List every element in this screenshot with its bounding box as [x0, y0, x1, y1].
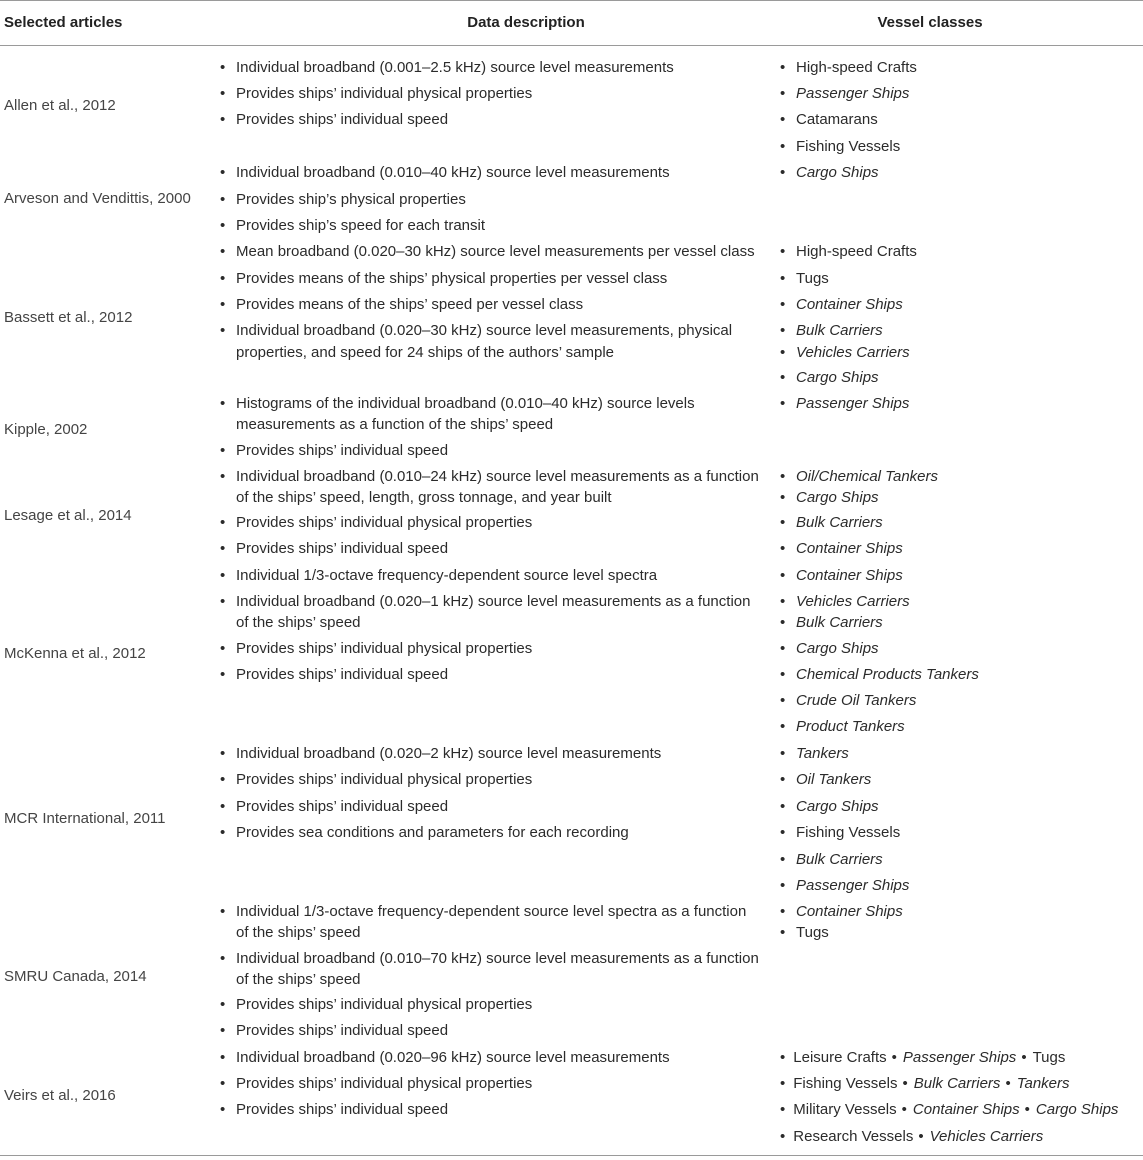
- header-rule: [0, 45, 1143, 46]
- bullet-glyph: •: [1021, 1049, 1027, 1066]
- bullet-glyph: •: [918, 1128, 924, 1145]
- vessel-name: Leisure Crafts: [793, 1049, 887, 1066]
- vessel-name: Military Vessels: [793, 1101, 897, 1118]
- bullet-glyph: •: [902, 1075, 908, 1092]
- bullet-glyph: •: [901, 1101, 907, 1118]
- bullet-glyph: •: [780, 1075, 786, 1092]
- article-cell: SMRU Canada, 2014: [4, 968, 147, 985]
- vessel-row: [780, 1073, 1070, 1094]
- bullet-glyph: •: [891, 1049, 897, 1066]
- article-cell: Lesage et al., 2014: [4, 507, 132, 524]
- vessel-name: Fishing Vessels: [793, 1075, 898, 1092]
- article-cell: Kipple, 2002: [4, 421, 88, 438]
- article-cell: McKenna et al., 2012: [4, 645, 146, 662]
- vessel-row: [780, 1099, 1118, 1120]
- vessel-row: [780, 1126, 1043, 1147]
- vessel-name: Container Ships: [912, 1101, 1020, 1118]
- vessel-row: [780, 1047, 1065, 1068]
- vessel-name: Tankers: [1016, 1075, 1070, 1092]
- column-header-articles: Selected articles: [4, 14, 123, 31]
- bullet-glyph: •: [780, 1049, 786, 1066]
- vessel-name: Passenger Ships: [902, 1049, 1017, 1066]
- vessel-name: Vehicles Carriers: [929, 1128, 1044, 1145]
- article-cell: Veirs et al., 2016: [4, 1087, 116, 1104]
- bullet-glyph: •: [1024, 1101, 1030, 1118]
- article-cell: MCR International, 2011: [4, 810, 166, 827]
- column-header-description: Data description: [467, 14, 585, 31]
- column-header-vessels: Vessel classes: [877, 14, 983, 31]
- vessel-name: Bulk Carriers: [913, 1075, 1001, 1092]
- vessel-name: Research Vessels: [793, 1128, 914, 1145]
- vessel-name: Cargo Ships: [1035, 1101, 1119, 1118]
- article-cell: Allen et al., 2012: [4, 97, 116, 114]
- bullet-glyph: •: [780, 1101, 786, 1118]
- bullet-glyph: •: [1005, 1075, 1011, 1092]
- article-cell: Arveson and Vendittis, 2000: [4, 190, 191, 207]
- table-top-rule: [0, 0, 1143, 1]
- vessel-name: Tugs: [1032, 1049, 1066, 1066]
- table-bottom-rule: [0, 1155, 1143, 1156]
- bullet-glyph: •: [780, 1128, 786, 1145]
- article-cell: Bassett et al., 2012: [4, 309, 133, 326]
